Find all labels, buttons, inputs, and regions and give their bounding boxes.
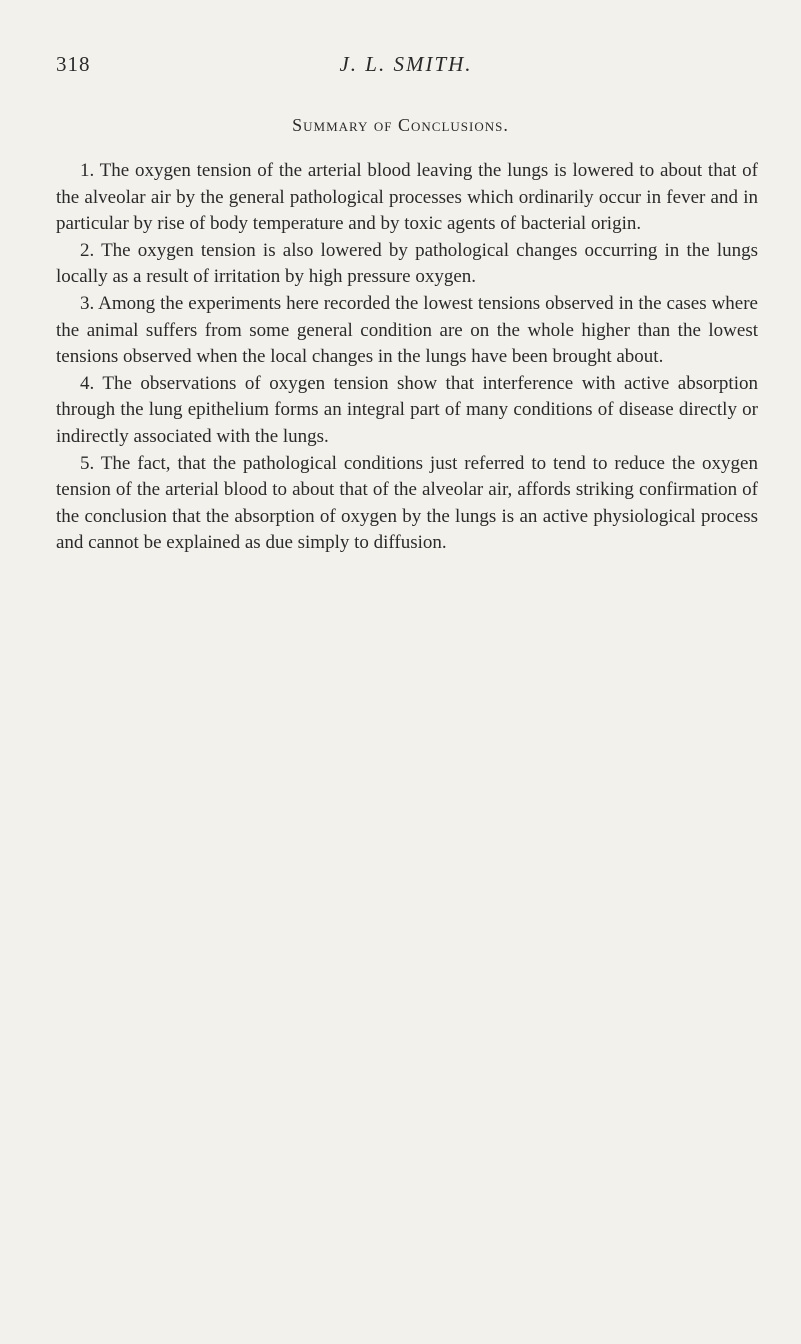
paragraph-4: 4. The observations of oxygen tension show that interference with active absorption through the lung epithelium forms an integral part of many conditions of disease directly or indirectly associated with the lungs. bbox=[56, 372, 758, 447]
paragraph-5: 5. The fact, that the pathological conditions just referred to tend to reduce the oxygen tension of the arterial blood to about that of the alveolar air, affords striking confirmation of the conclusion that the absorption of oxygen by the lungs is an active physiological process and cannot be explained as due simply to diffusion. bbox=[56, 452, 758, 554]
body-text bbox=[56, 158, 758, 557]
running-head bbox=[56, 52, 756, 82]
section-title: Summary of Conclusions. bbox=[292, 115, 509, 135]
running-title: J. L. SMITH. bbox=[339, 52, 473, 76]
page-number: 318 bbox=[56, 52, 91, 76]
paragraph-2: 2. The oxygen tension is also lowered by pathological changes occurring in the lungs locally as a result of irritation by high pressure oxygen. bbox=[56, 239, 758, 288]
paragraph-1: 1. The oxygen tension of the arterial blood leaving the lungs is lowered to about that of the alveolar air by the general pathological processes which ordinarily occur in fever and in particular by rise of body temperature and by toxic agents of bacterial origin. bbox=[56, 160, 758, 235]
paragraph-3: 3. Among the experiments here recorded the lowest tensions observed in the cases where the animal suffers from some general condition are on the whole higher than the lowest tensions observed when the local changes in the lungs have been brought about. bbox=[56, 292, 758, 368]
